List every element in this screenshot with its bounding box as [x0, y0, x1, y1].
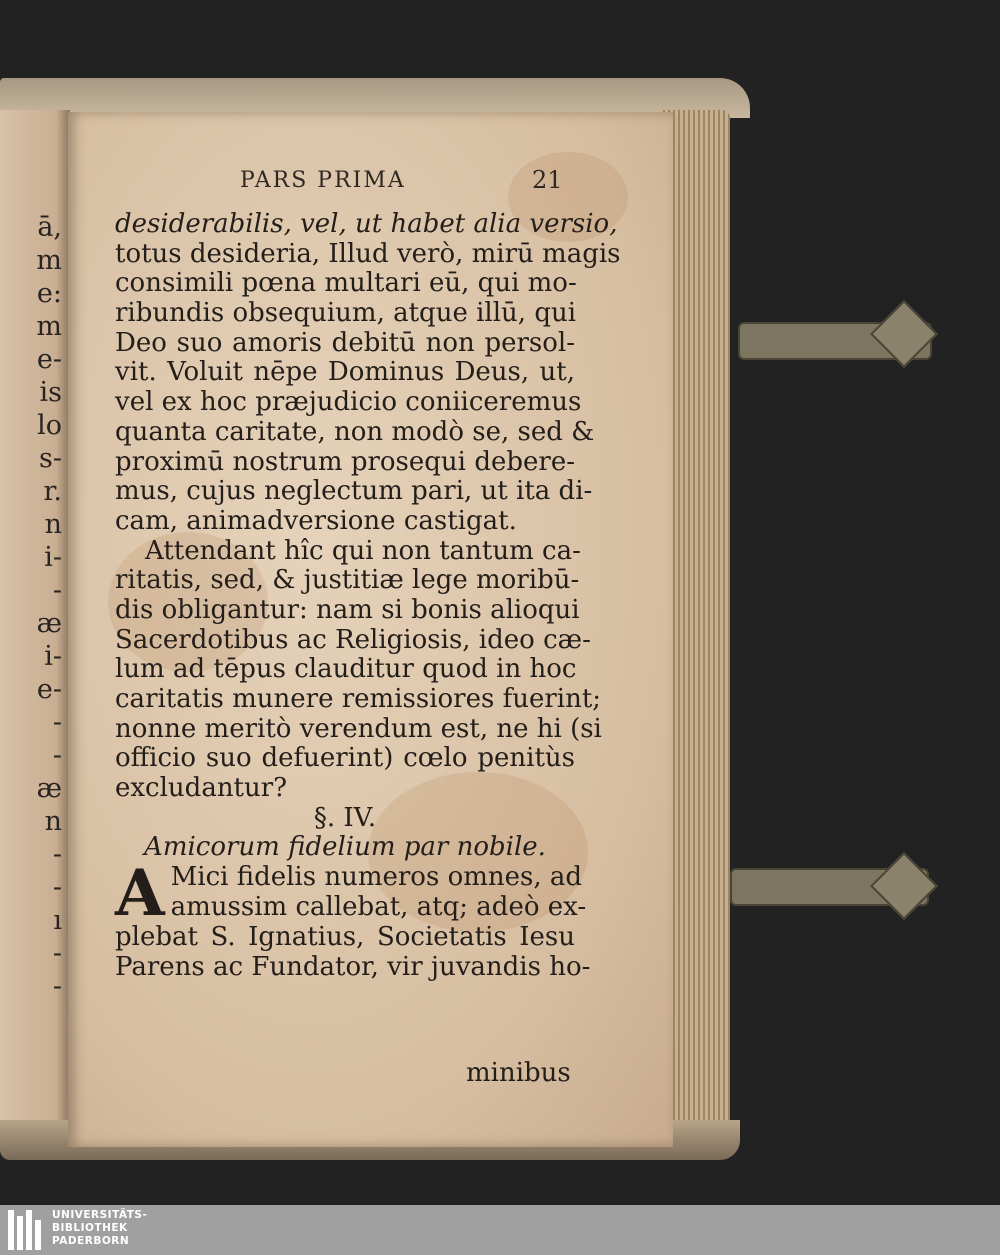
left-page-fragment: æ [36, 608, 62, 639]
left-page-fragment: - [52, 839, 62, 870]
page-text [115, 209, 621, 983]
library-footer [0, 1205, 1000, 1255]
left-page-fragment: e- [36, 674, 62, 705]
text-line: mus, cujus neglectum pari, ut ita di- [115, 476, 593, 507]
paragraph-with-dropcap [115, 856, 591, 982]
left-page-fragment: - [52, 740, 62, 771]
text-line: ribundis obsequium, atque illū, qui [115, 298, 577, 329]
left-page-fragment: e- [36, 344, 62, 375]
text-line: consimili pœna multari eū, qui mo- [115, 268, 577, 299]
left-page-fragment: - [52, 971, 62, 1002]
left-page-fragment: i- [44, 542, 62, 573]
page-number: 21 [532, 166, 563, 194]
section-title: Amicorum fidelium par nobile. [144, 832, 546, 863]
text-line: vit. Voluit nēpe Dominus Deus, ut, [115, 357, 575, 388]
left-page-fragment: n [44, 806, 62, 837]
text-line: nonne meritò verendum est, ne hi (si [115, 713, 602, 744]
text-line: Deo suo amoris debitū non persol- [115, 327, 575, 358]
text-line: vel ex hoc præjudicio coniiceremus [115, 387, 582, 418]
text-line: cam, animadversione castigat. [115, 505, 517, 536]
drop-cap: A [115, 856, 165, 932]
left-page-fragment: - [52, 872, 62, 903]
left-page-fragment: lo [37, 410, 62, 441]
library-logo-icon [8, 1210, 48, 1250]
running-head: PARS PRIMA [240, 168, 406, 193]
left-page-fragment: m [36, 311, 62, 342]
text-line: dis obligantur: nam si bonis alioqui [115, 594, 580, 625]
text-line: caritatis munere remissiores fuerint; [115, 684, 602, 714]
text-line: Attendant hîc qui non tantum ca- [145, 535, 581, 566]
text-line: amussim callebat, atq; adeò ex- [170, 891, 587, 922]
text-line: Parens ac Fundator, vir juvandis ho- [115, 951, 591, 982]
left-page-fragment: s- [39, 443, 62, 474]
library-name-line: UNIVERSITÄTS- [52, 1209, 148, 1221]
text-line: lum ad tēpus clauditur quod in hoc [115, 654, 577, 685]
text-line: totus desideria, Illud verò, mirū magis [115, 238, 621, 269]
left-page [0, 110, 70, 1140]
left-page-fragment: e: [36, 278, 62, 309]
text-line: desiderabilis, vel, ut habet alia versio, [115, 209, 618, 239]
left-page-fragment: r. [43, 476, 62, 507]
left-page-fragment: - [52, 575, 62, 606]
left-page-fragment: n [44, 509, 62, 540]
left-page-fragment: ā, [37, 212, 62, 243]
left-page-fragment: m [36, 245, 62, 276]
text-line: proximū nostrum prosequi debere- [115, 446, 575, 477]
text-line: quanta caritate, non modò se, sed & [115, 416, 595, 447]
clasp-lower-head [870, 852, 938, 920]
left-page-fragment: - [52, 938, 62, 969]
text-line: Mici fidelis numeros omnes, ad [170, 862, 583, 893]
library-name-line: BIBLIOTHEK [52, 1222, 128, 1234]
left-page-fragment: ı [53, 905, 62, 936]
text-line: excludantur? [115, 773, 288, 804]
left-page-fragment: i- [44, 641, 62, 672]
text-line: Sacerdotibus ac Religiosis, ideo cæ- [115, 624, 591, 655]
left-page-fragment: - [52, 707, 62, 738]
text-line: ritatis, sed, & justitiæ lege moribū- [115, 565, 580, 596]
left-page-fragment: is [39, 377, 62, 408]
text-line: officio suo defuerint) cœlo penitùs [115, 743, 575, 774]
catchword: minibus [466, 1058, 571, 1088]
section-number: §. IV. [313, 802, 377, 833]
text-line: plebat S. Ignatius, Societatis Iesu [115, 922, 575, 953]
left-page-fragment: æ [36, 773, 62, 804]
library-name-line: PADERBORN [52, 1235, 130, 1247]
library-name [52, 1209, 147, 1248]
